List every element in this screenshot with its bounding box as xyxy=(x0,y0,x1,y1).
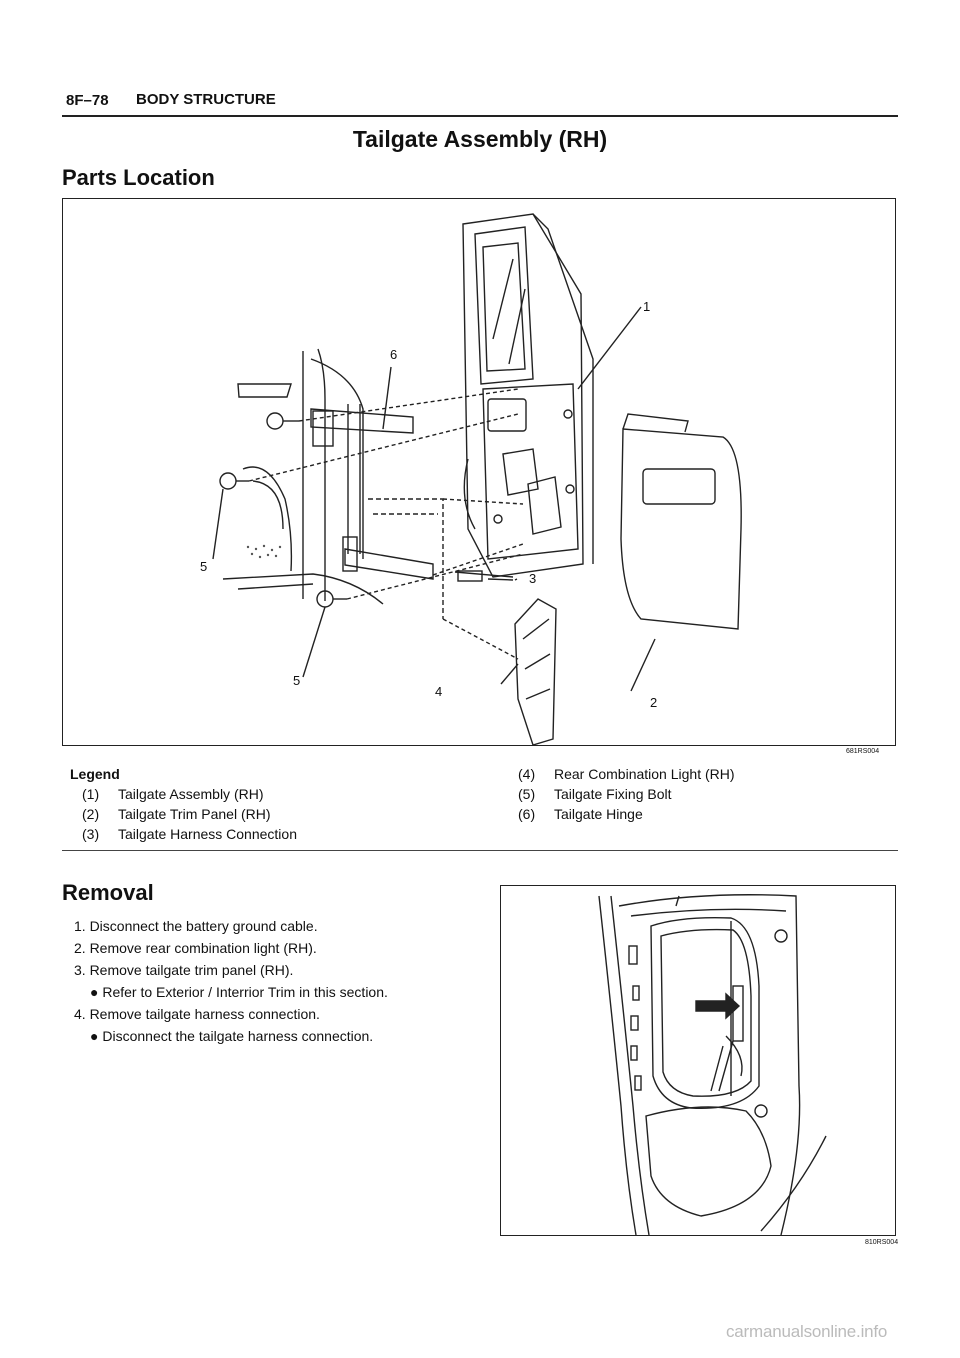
removal-bullet xyxy=(90,1028,373,1044)
callout-6: 6 xyxy=(390,347,398,362)
legend-label: Tailgate Hinge xyxy=(554,806,643,822)
legend-num: (5) xyxy=(518,786,536,802)
section-title: BODY STRUCTURE xyxy=(136,91,276,108)
legend-rule xyxy=(62,850,898,851)
section-heading: Parts Location xyxy=(62,165,215,190)
legend-num: (6) xyxy=(518,806,536,822)
legend-label: Tailgate Harness Connection xyxy=(118,826,297,842)
legend-num: (2) xyxy=(82,806,100,822)
removal-step-4: 4. Remove tailgate harness connection. xyxy=(74,1006,320,1022)
callout-3: 3 xyxy=(529,571,537,586)
legend-label: Tailgate Assembly (RH) xyxy=(118,786,264,802)
bullet-text: Disconnect the tailgate harness connection. xyxy=(102,1028,374,1044)
header-rule xyxy=(62,115,898,117)
page-number: 8F–78 xyxy=(66,92,109,109)
bullet-icon: ● xyxy=(90,984,99,1000)
legend-item xyxy=(518,784,672,804)
legend-item xyxy=(518,764,735,784)
bullet-text: Refer to Exterior / Interrior Trim in this section. xyxy=(102,984,388,1000)
legend-heading: Legend xyxy=(70,766,120,782)
callout-4: 4 xyxy=(435,684,443,699)
legend-label: Tailgate Fixing Bolt xyxy=(554,786,672,802)
legend-num: (1) xyxy=(82,786,100,802)
watermark: carmanualsonline.info xyxy=(726,1322,888,1341)
figure-id: 810RS004 xyxy=(865,1239,899,1246)
figure-id: 681RS004 xyxy=(846,748,880,755)
bullet-icon: ● xyxy=(90,1028,99,1044)
legend-item xyxy=(82,784,264,804)
removal-step-1: 1. Disconnect the battery ground cable. xyxy=(74,918,318,934)
legend-label: Tailgate Trim Panel (RH) xyxy=(118,806,271,822)
callout-2: 2 xyxy=(650,695,658,710)
legend-label: Rear Combination Light (RH) xyxy=(554,766,735,782)
removal-step-2: 2. Remove rear combination light (RH). xyxy=(74,940,317,956)
removal-bullet xyxy=(90,984,388,1000)
legend-num: (3) xyxy=(82,826,100,842)
removal-step-3: 3. Remove tailgate trim panel (RH). xyxy=(74,962,294,978)
page-title: Tailgate Assembly (RH) xyxy=(352,126,608,152)
removal-heading: Removal xyxy=(62,880,154,905)
callout-5a: 5 xyxy=(200,559,208,574)
callout-5b: 5 xyxy=(293,673,301,688)
harness-connection-figure xyxy=(500,885,896,1236)
legend-num: (4) xyxy=(518,766,536,782)
legend-item xyxy=(518,804,643,824)
parts-location-figure xyxy=(62,198,896,746)
legend-item xyxy=(82,804,271,824)
callout-1: 1 xyxy=(643,299,651,314)
legend-item xyxy=(82,824,297,844)
